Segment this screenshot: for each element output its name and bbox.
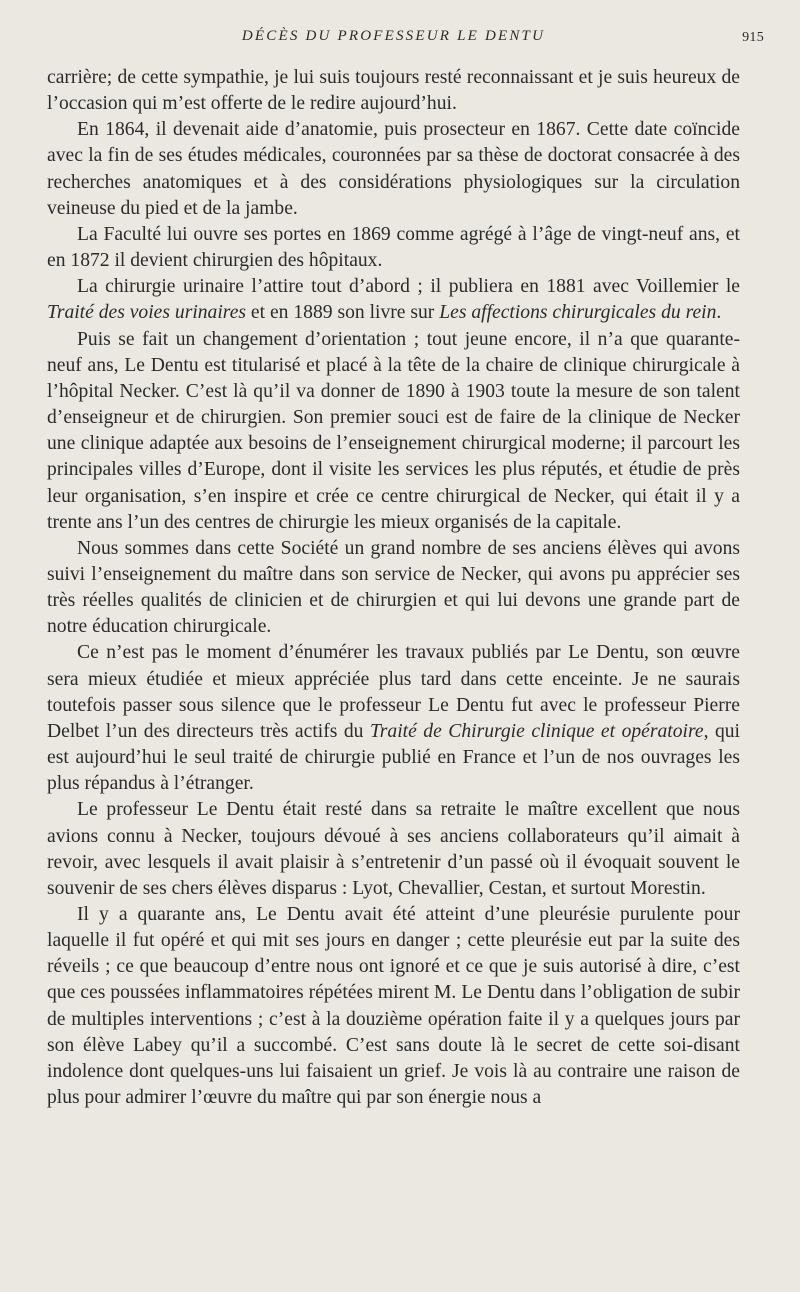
paragraph-2: En 1864, il devenait aide d’anatomie, puis prosecteur en 1867. Cette date coïncide avec la fin de ses études médicales, couronnées par sa thèse de doctorat consacrée à des recherches anatomiques et à des considérations physiologiques sur la circulation veineuse du pied et de la jambe. <box>47 119 740 219</box>
paragraph-4-text-middle: et en 1889 son livre sur <box>246 302 440 324</box>
book-title-traite-de-chirurgie: Traité de Chirurgie clinique et opératoire <box>369 720 704 742</box>
paragraph-5: Puis se fait un changement d’orientation ; tout jeune encore, il n’a que quarante-neuf ans, Le Dentu est titularisé et placé à la tête de la chaire de clinique chirurgicale à l’hôpital Necker. C’est là qu’il va donner de 1890 à 1903 toute la mesure de son talent d’enseigneur et de chirurgien. Son premier souci est de faire de la clinique de Necker une clinique adaptée aux besoins de l’enseignement chirurgical moderne; il parcourt les principales villes d’Europe, dont il visite les services les plus réputés, et étudie de près leur organisation, s’en inspire et crée ce centre chirurgical de Necker, qui était il y a trente ans l’un des centres de chirurgie les mieux organisés de la capitale. <box>47 328 740 533</box>
paragraph-6: Nous sommes dans cette Société un grand nombre de ses anciens élèves qui avons suivi l’enseignement du maître dans son service de Necker, qui avons pu apprécier ses très réelles qualités de clinicien et de chirurgien et qui lui devons une grande part de notre éducation chirurgicale. <box>47 537 740 638</box>
paragraph-8: Le professeur Le Dentu était resté dans sa retraite le maître excellent que nous avions connu à Necker, toujours dévoué à ses anciens collaborateurs qu’il aimait à revoir, avec lesquels il avait plaisir à s’entretenir d’un passé où il évoquait souvent le souvenir de ses chers élèves disparus : Lyot, Chevallier, Cestan, et surtout Morestin. <box>47 799 740 899</box>
paragraph-7 <box>47 640 740 797</box>
paragraph-3: La Faculté lui ouvre ses portes en 1869 comme agrégé à l’âge de vingt-neuf ans, et en 1872 il devient chirurgien des hôpitaux. <box>47 223 740 272</box>
paragraph-4-text-end: . <box>716 302 722 324</box>
body-text <box>47 65 740 1111</box>
running-header <box>47 22 764 52</box>
paragraph-9: Il y a quarante ans, Le Dentu avait été atteint d’une pleurésie purulente pour laquelle il fut opéré et qui mit ses jours en danger ; cette pleurésie eut par la suite des réveils ; ce que beaucoup d’entre nous ont ignoré et ce que je suis autorisé à dire, c’est que ces poussées inflammatoires répétées mirent M. Le Dentu dans l’obligation de subir de multiples interventions ; c’est à la douzième opération faite il y a quelques jours par son élève Labey qu’il a succombé. C’est sans doute là le secret de cette soi-disant indolence dont quelques-uns lui faisaient un grief. Je vois là au contraire une raison de plus pour admirer l’œuvre du maître qui par son énergie nous a <box>47 904 740 1109</box>
running-title: DÉCÈS DU PROFESSEUR LE DENTU <box>241 28 546 44</box>
book-title-affections-chirurgicales-du-rein: Les affections chirurgicales du rein <box>439 302 717 324</box>
paragraph-1: carrière; de cette sympathie, je lui suis toujours resté reconnaissant et je suis heureux de l’occasion qui m’est offerte de le redire aujourd’hui. <box>47 67 740 115</box>
paragraph-4 <box>47 274 740 326</box>
paragraph-7-text-start: Ce n’est pas le moment d’énumérer les travaux publiés par Le Dentu, son œuvre sera mieux étudiée et mieux appréciée plus tard dans cette enceinte. Je ne saurais toutefois passer sous silence que le professeur Le Dentu fut avec le professeur Pierre Delbet l’un des directeurs très actifs du <box>47 642 740 742</box>
paragraph-7-text-end: , qui est aujourd’hui le seul traité de chirurgie publié en France et l’un de nos ouvrages les plus répandus à l’étranger. <box>47 720 740 795</box>
paragraph-4-text-start: La chirurgie urinaire l’attire tout d’abord ; il publiera en 1881 avec Voillemier le <box>77 276 740 298</box>
page-number: 915 <box>742 30 764 45</box>
book-title-traite-des-voies-urinaires: Traité des voies urinaires <box>47 302 247 324</box>
